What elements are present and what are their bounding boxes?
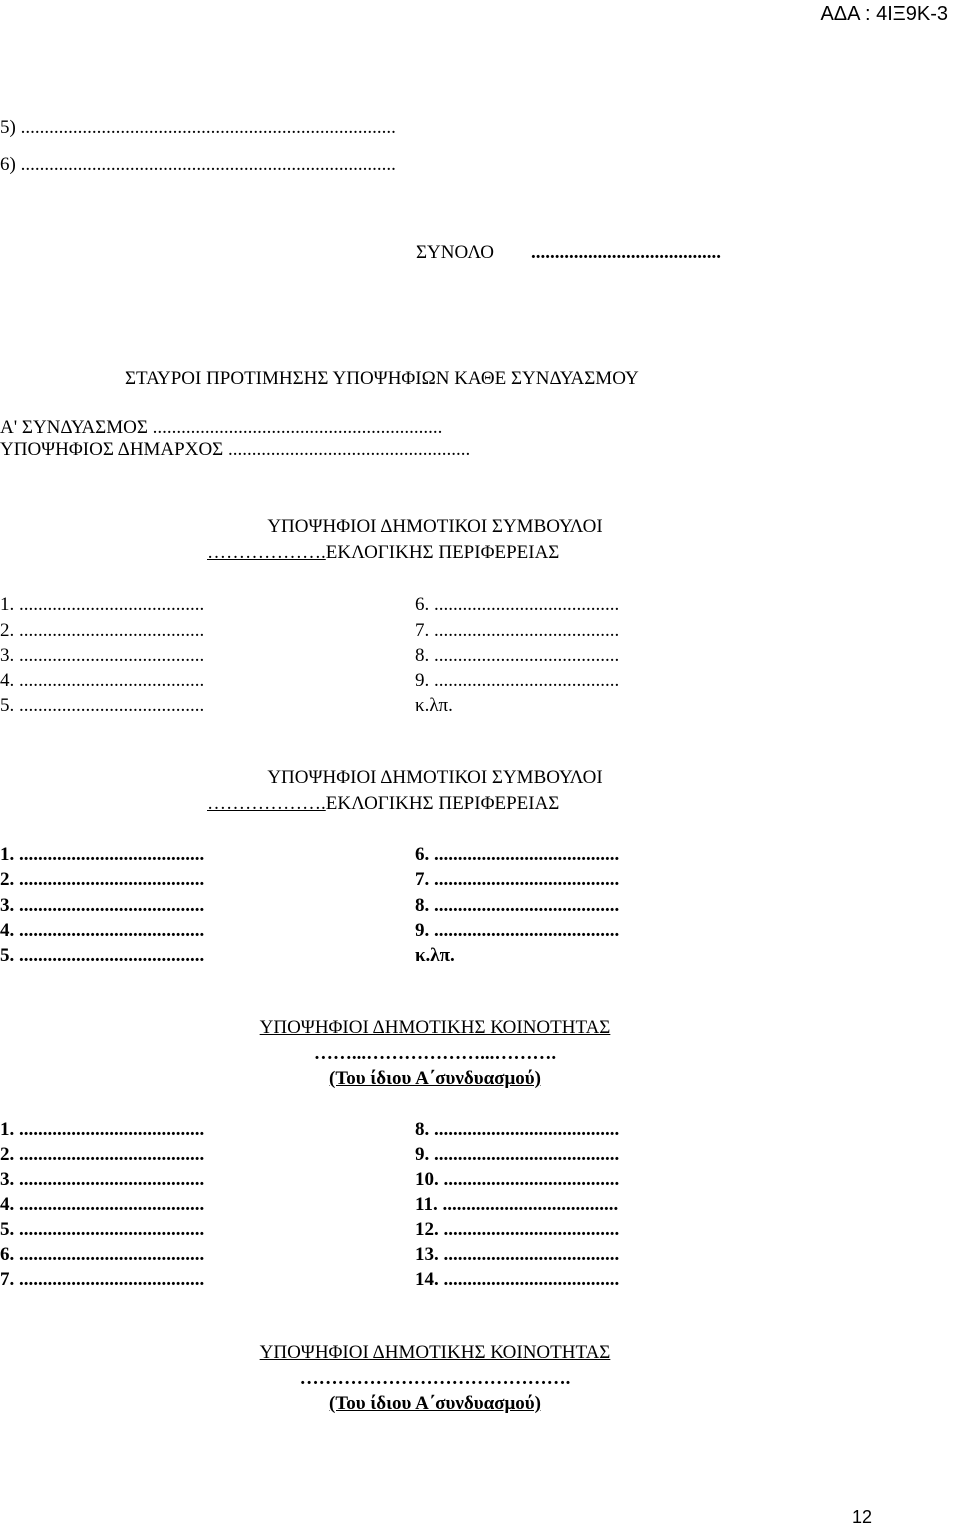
total-label: ΣΥΝΟΛΟ — [416, 242, 495, 263]
community1-left-2: 2. ....................................... — [0, 1144, 205, 1165]
council1-left-3: 3. ....................................... — [0, 645, 205, 666]
council2-left-4: 4. ....................................... — [0, 920, 205, 941]
community1-right-14: 14. ..................................... — [415, 1269, 620, 1290]
council1-right-4: 9. ....................................... — [415, 670, 620, 691]
council1-left-5: 5. ....................................... — [0, 695, 205, 716]
community-subtitle-2: (Του ίδιου Α΄συνδυασμού) — [329, 1393, 541, 1414]
council1-right-5: κ.λπ. — [415, 695, 453, 716]
community1-right-8: 8. ....................................... — [415, 1119, 620, 1140]
community-dots-1: ……...………………...………. — [313, 1043, 557, 1064]
council2-right-4: 9. ....................................... — [415, 920, 620, 941]
council1-left-1: 1. ....................................... — [0, 594, 205, 615]
council2-left-3: 3. ....................................... — [0, 895, 205, 916]
community1-left-5: 5. ....................................... — [0, 1219, 205, 1240]
council2-right-2: 7. ....................................... — [415, 869, 620, 890]
ada-code: ΑΔΑ : 4ΙΞ9Κ-3 — [820, 3, 948, 25]
council-title-2: ΥΠΟΨΗΦΙΟΙ ΔΗΜΟΤΙΚΟΙ ΣΥΜΒΟΥΛΟΙ — [267, 767, 603, 788]
region-label: ΕΚΛΟΓΙΚΗΣ ΠΕΡΙΦΕΡΕΙΑΣ — [325, 542, 560, 563]
region-dots: ………………. — [207, 542, 326, 563]
community1-right-11: 11. ..................................... — [415, 1194, 619, 1215]
community1-left-4: 4. ....................................... — [0, 1194, 205, 1215]
community1-right-9: 9. ....................................... — [415, 1144, 620, 1165]
council1-right-1: 6. ....................................... — [415, 594, 620, 615]
community1-left-7: 7. ....................................... — [0, 1269, 205, 1290]
community1-right-10: 10. ..................................... — [415, 1169, 620, 1190]
community1-left-1: 1. ....................................... — [0, 1119, 205, 1140]
list-line-6: 6) ............................................................................... — [0, 154, 396, 175]
list-line-5: 5) ............................................................................... — [0, 117, 396, 138]
mayor-candidate: ΥΠΟΨΗΦΙΟΣ ΔΗΜΑΡΧΟΣ ................................................... — [0, 439, 471, 460]
page-number: 12 — [851, 1507, 872, 1527]
community1-left-6: 6. ....................................... — [0, 1244, 205, 1265]
community1-right-13: 13. ..................................... — [415, 1244, 620, 1265]
council1-left-2: 2. ....................................... — [0, 620, 205, 641]
region-label: ΕΚΛΟΓΙΚΗΣ ΠΕΡΙΦΕΡΕΙΑΣ — [325, 793, 560, 814]
council2-right-1: 6. ....................................... — [415, 844, 620, 865]
community1-right-12: 12. ..................................... — [415, 1219, 620, 1240]
combination-label: Α' ΣΥΝΔΥΑΣΜΟΣ ............................................................. — [0, 417, 443, 438]
council1-right-3: 8. ....................................... — [415, 645, 620, 666]
community-title-2: ΥΠΟΨΗΦΙΟΙ ΔΗΜΟΤΙΚΗΣ ΚΟΙΝΟΤΗΤΑΣ — [259, 1342, 611, 1363]
region-dots: ………………. — [207, 793, 326, 814]
council1-left-4: 4. ....................................... — [0, 670, 205, 691]
community-subtitle-1: (Του ίδιου Α΄συνδυασμού) — [329, 1068, 541, 1089]
council2-left-2: 2. ....................................... — [0, 869, 205, 890]
council1-right-2: 7. ....................................... — [415, 620, 620, 641]
total-dots: ........................................ — [531, 242, 721, 263]
council-region-1 — [207, 543, 559, 562]
community-title-1: ΥΠΟΨΗΦΙΟΙ ΔΗΜΟΤΙΚΗΣ ΚΟΙΝΟΤΗΤΑΣ — [259, 1017, 611, 1038]
council2-right-3: 8. ....................................... — [415, 895, 620, 916]
council2-right-5: κ.λπ. — [415, 945, 455, 966]
community-dots-2: ……………………………………. — [299, 1368, 571, 1389]
council-title-1: ΥΠΟΨΗΦΙΟΙ ΔΗΜΟΤΙΚΟΙ ΣΥΜΒΟΥΛΟΙ — [267, 516, 603, 537]
community1-left-3: 3. ....................................... — [0, 1169, 205, 1190]
council2-left-5: 5. ....................................... — [0, 945, 205, 966]
council-region-2 — [207, 794, 559, 813]
council2-left-1: 1. ....................................... — [0, 844, 205, 865]
preference-title: ΣΤΑΥΡΟΙ ΠΡΟΤΙΜΗΣΗΣ ΥΠΟΨΗΦΙΩΝ ΚΑΘΕ ΣΥΝΔΥΑΣΜΟΥ — [125, 368, 639, 389]
